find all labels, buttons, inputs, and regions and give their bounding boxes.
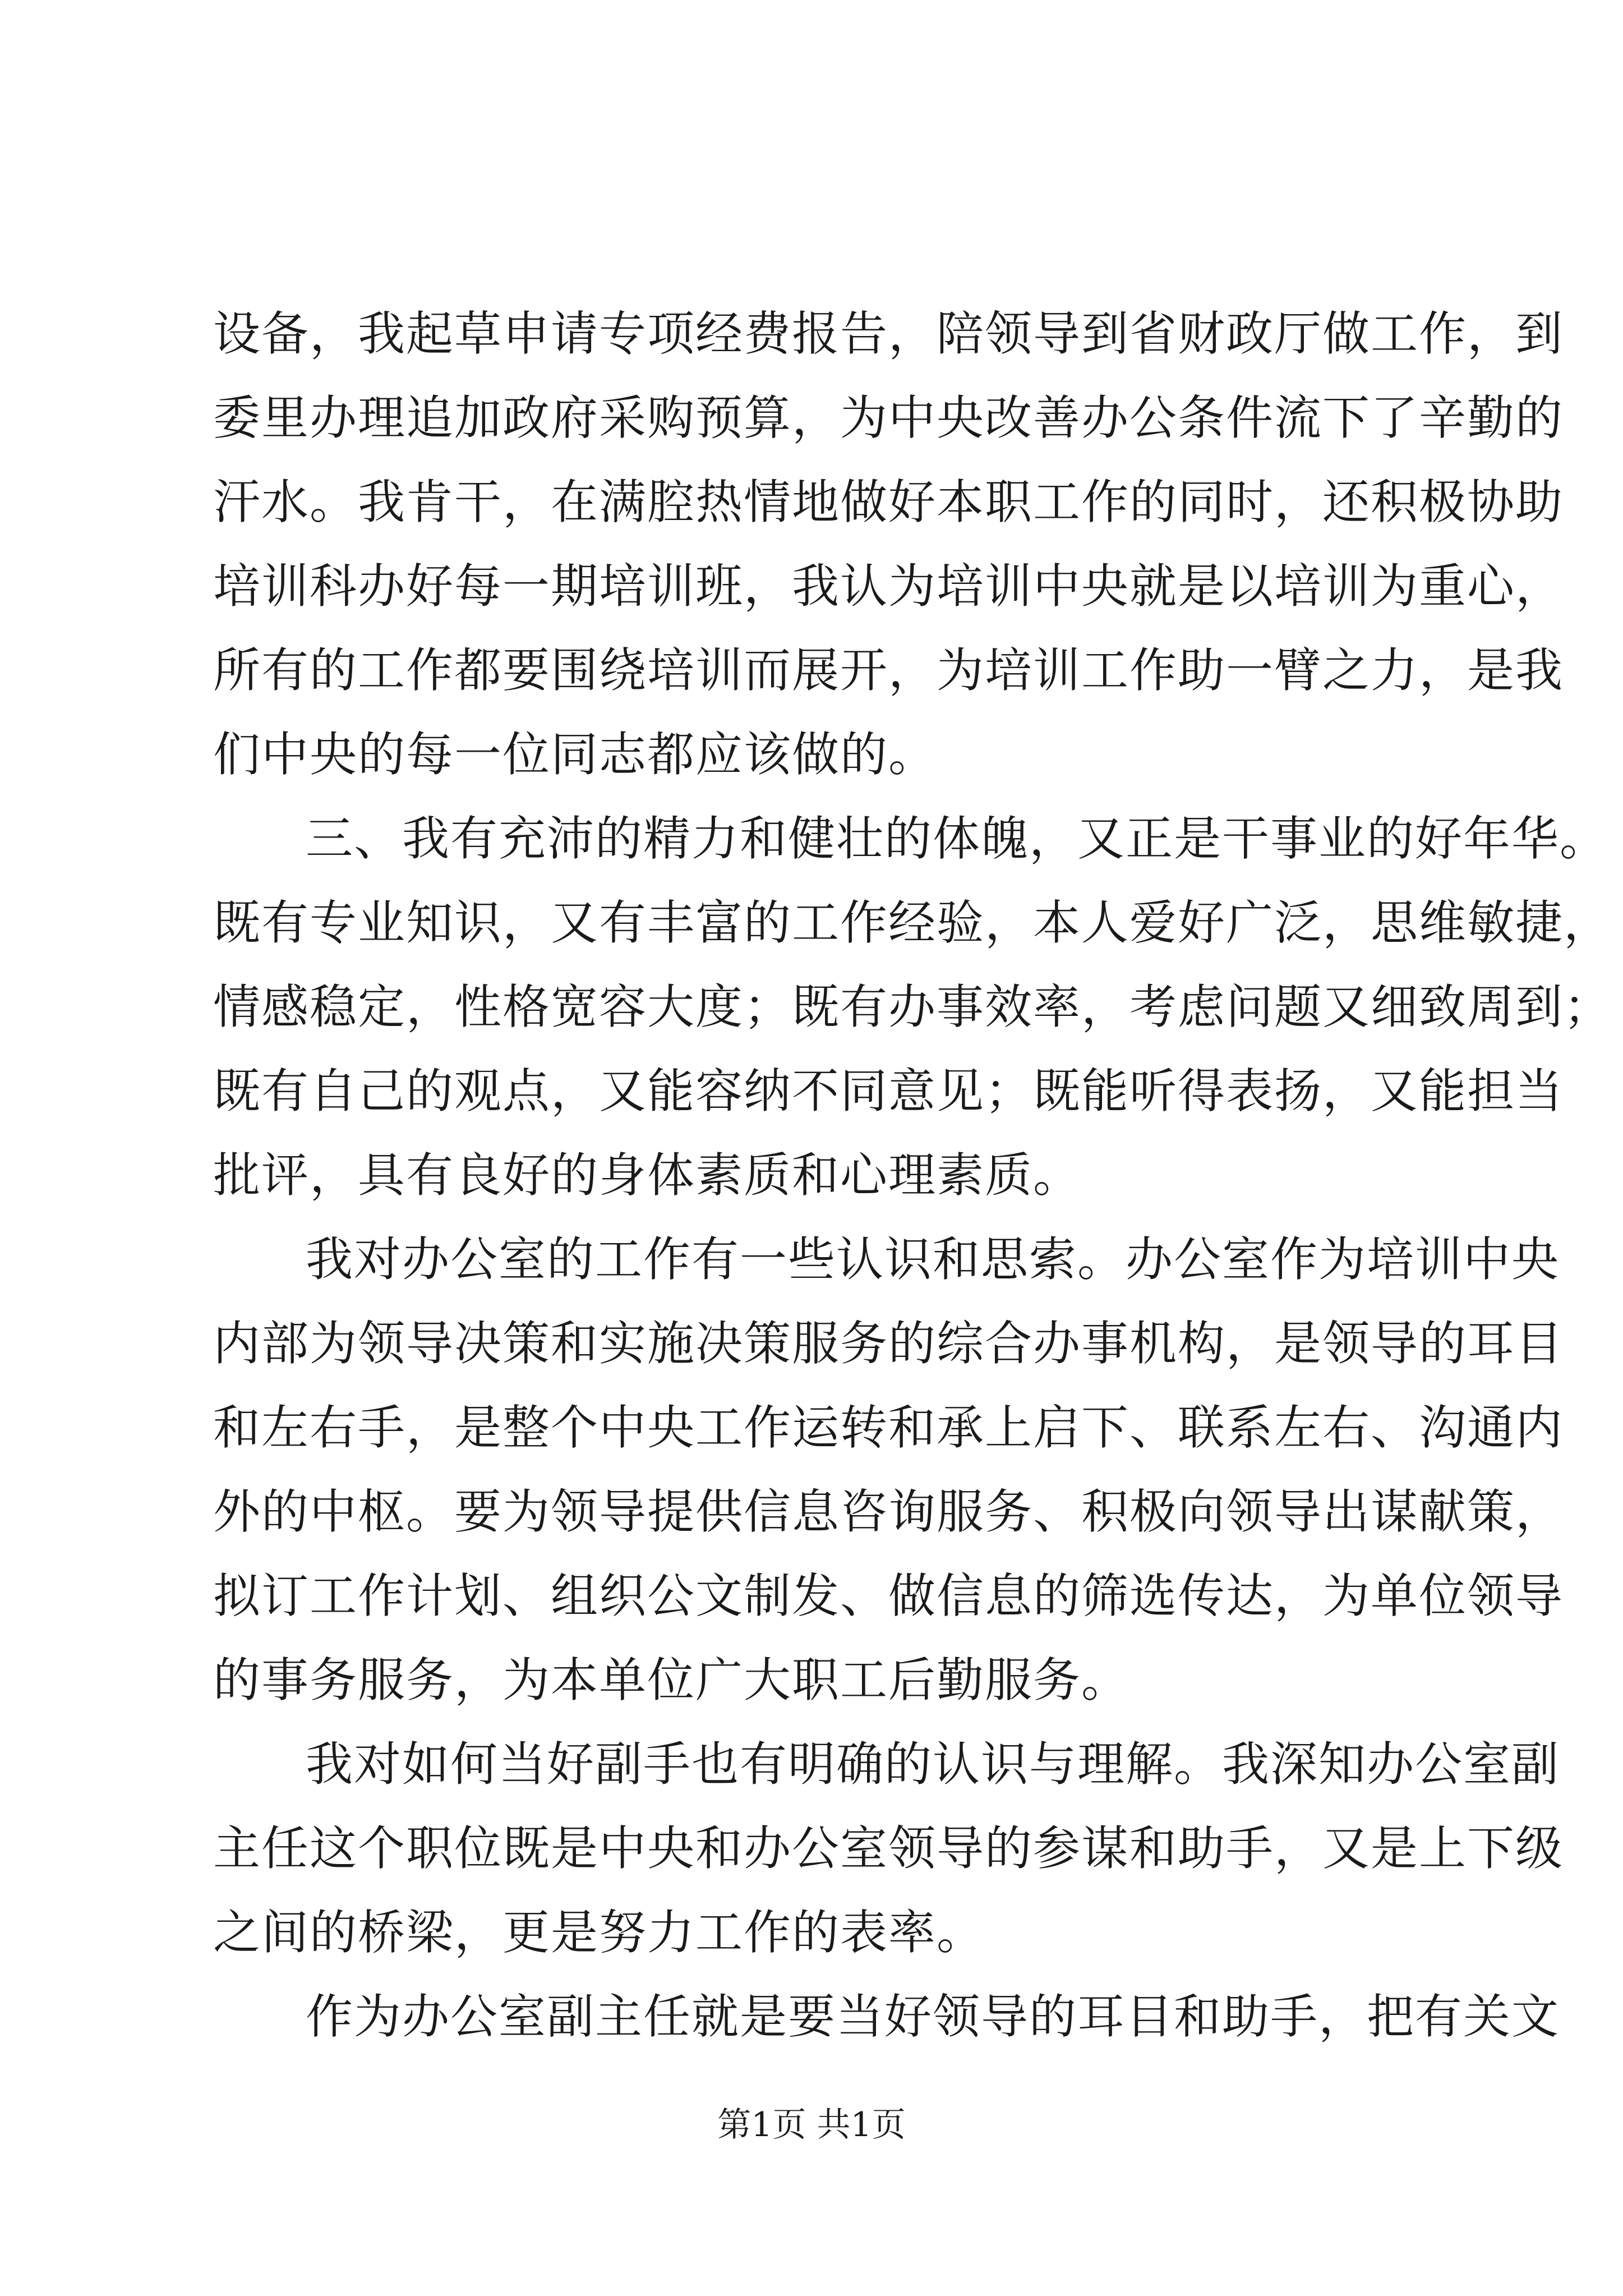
- body-line: 委里办理追加政府采购预算，为中央改善办公条件流下了辛勤的: [213, 390, 1564, 445]
- body-line: 拟订工作计划、组织公文制发、做信息的筛选传达，为单位领导: [213, 1568, 1564, 1623]
- body-line: 批评，具有良好的身体素质和心理素质。: [213, 1148, 1082, 1203]
- body-line: 内部为领导决策和实施决策服务的综合办事机构，是领导的耳目: [213, 1316, 1564, 1371]
- body-line: 汗水。我肯干，在满腔热情地做好本职工作的同时，还积极协助: [213, 475, 1564, 530]
- body-line: 的事务服务，为本单位广大职工后勤服务。: [213, 1653, 1130, 1708]
- body-line: 培训科办好每一期培训班，我认为培训中央就是以培训为重心，: [213, 559, 1564, 614]
- body-line: 所有的工作都要围绕培训而展开，为培训工作助一臂之力，是我: [213, 643, 1564, 698]
- paragraph-first-line: 我对办公室的工作有一些认识和思索。办公室作为培训中央: [306, 1232, 1560, 1287]
- body-line: 既有自己的观点，又能容纳不同意见；既能听得表扬，又能担当: [213, 1064, 1564, 1119]
- body-line: 设备，我起草申请专项经费报告，陪领导到省财政厅做工作，到: [213, 306, 1564, 361]
- body-line: 情感稳定，性格宽容大度；既有办事效率，考虑问题又细致周到；: [213, 979, 1612, 1034]
- paragraph-first-line: 三、我有充沛的精力和健壮的体魄，又正是干事业的好年华。: [306, 811, 1608, 866]
- paragraph-first-line: 我对如何当好副手也有明确的认识与理解。我深知办公室副: [306, 1737, 1560, 1792]
- body-line: 主任这个职位既是中央和办公室领导的参谋和助手，又是上下级: [213, 1821, 1564, 1876]
- body-line: 外的中枢。要为领导提供信息咨询服务、积极向领导出谋献策，: [213, 1484, 1564, 1539]
- body-line: 既有专业知识，又有丰富的工作经验，本人爱好广泛，思维敏捷，: [213, 895, 1612, 950]
- page-number-footer: 第1页 共1页: [717, 2105, 906, 2145]
- paragraph-first-line: 作为办公室副主任就是要当好领导的耳目和助手，把有关文: [306, 1989, 1560, 2044]
- body-line: 们中央的每一位同志都应该做的。: [213, 727, 937, 782]
- body-line: 之间的桥梁，更是努力工作的表率。: [213, 1905, 985, 1960]
- body-line: 和左右手，是整个中央工作运转和承上启下、联系左右、沟通内: [213, 1400, 1564, 1455]
